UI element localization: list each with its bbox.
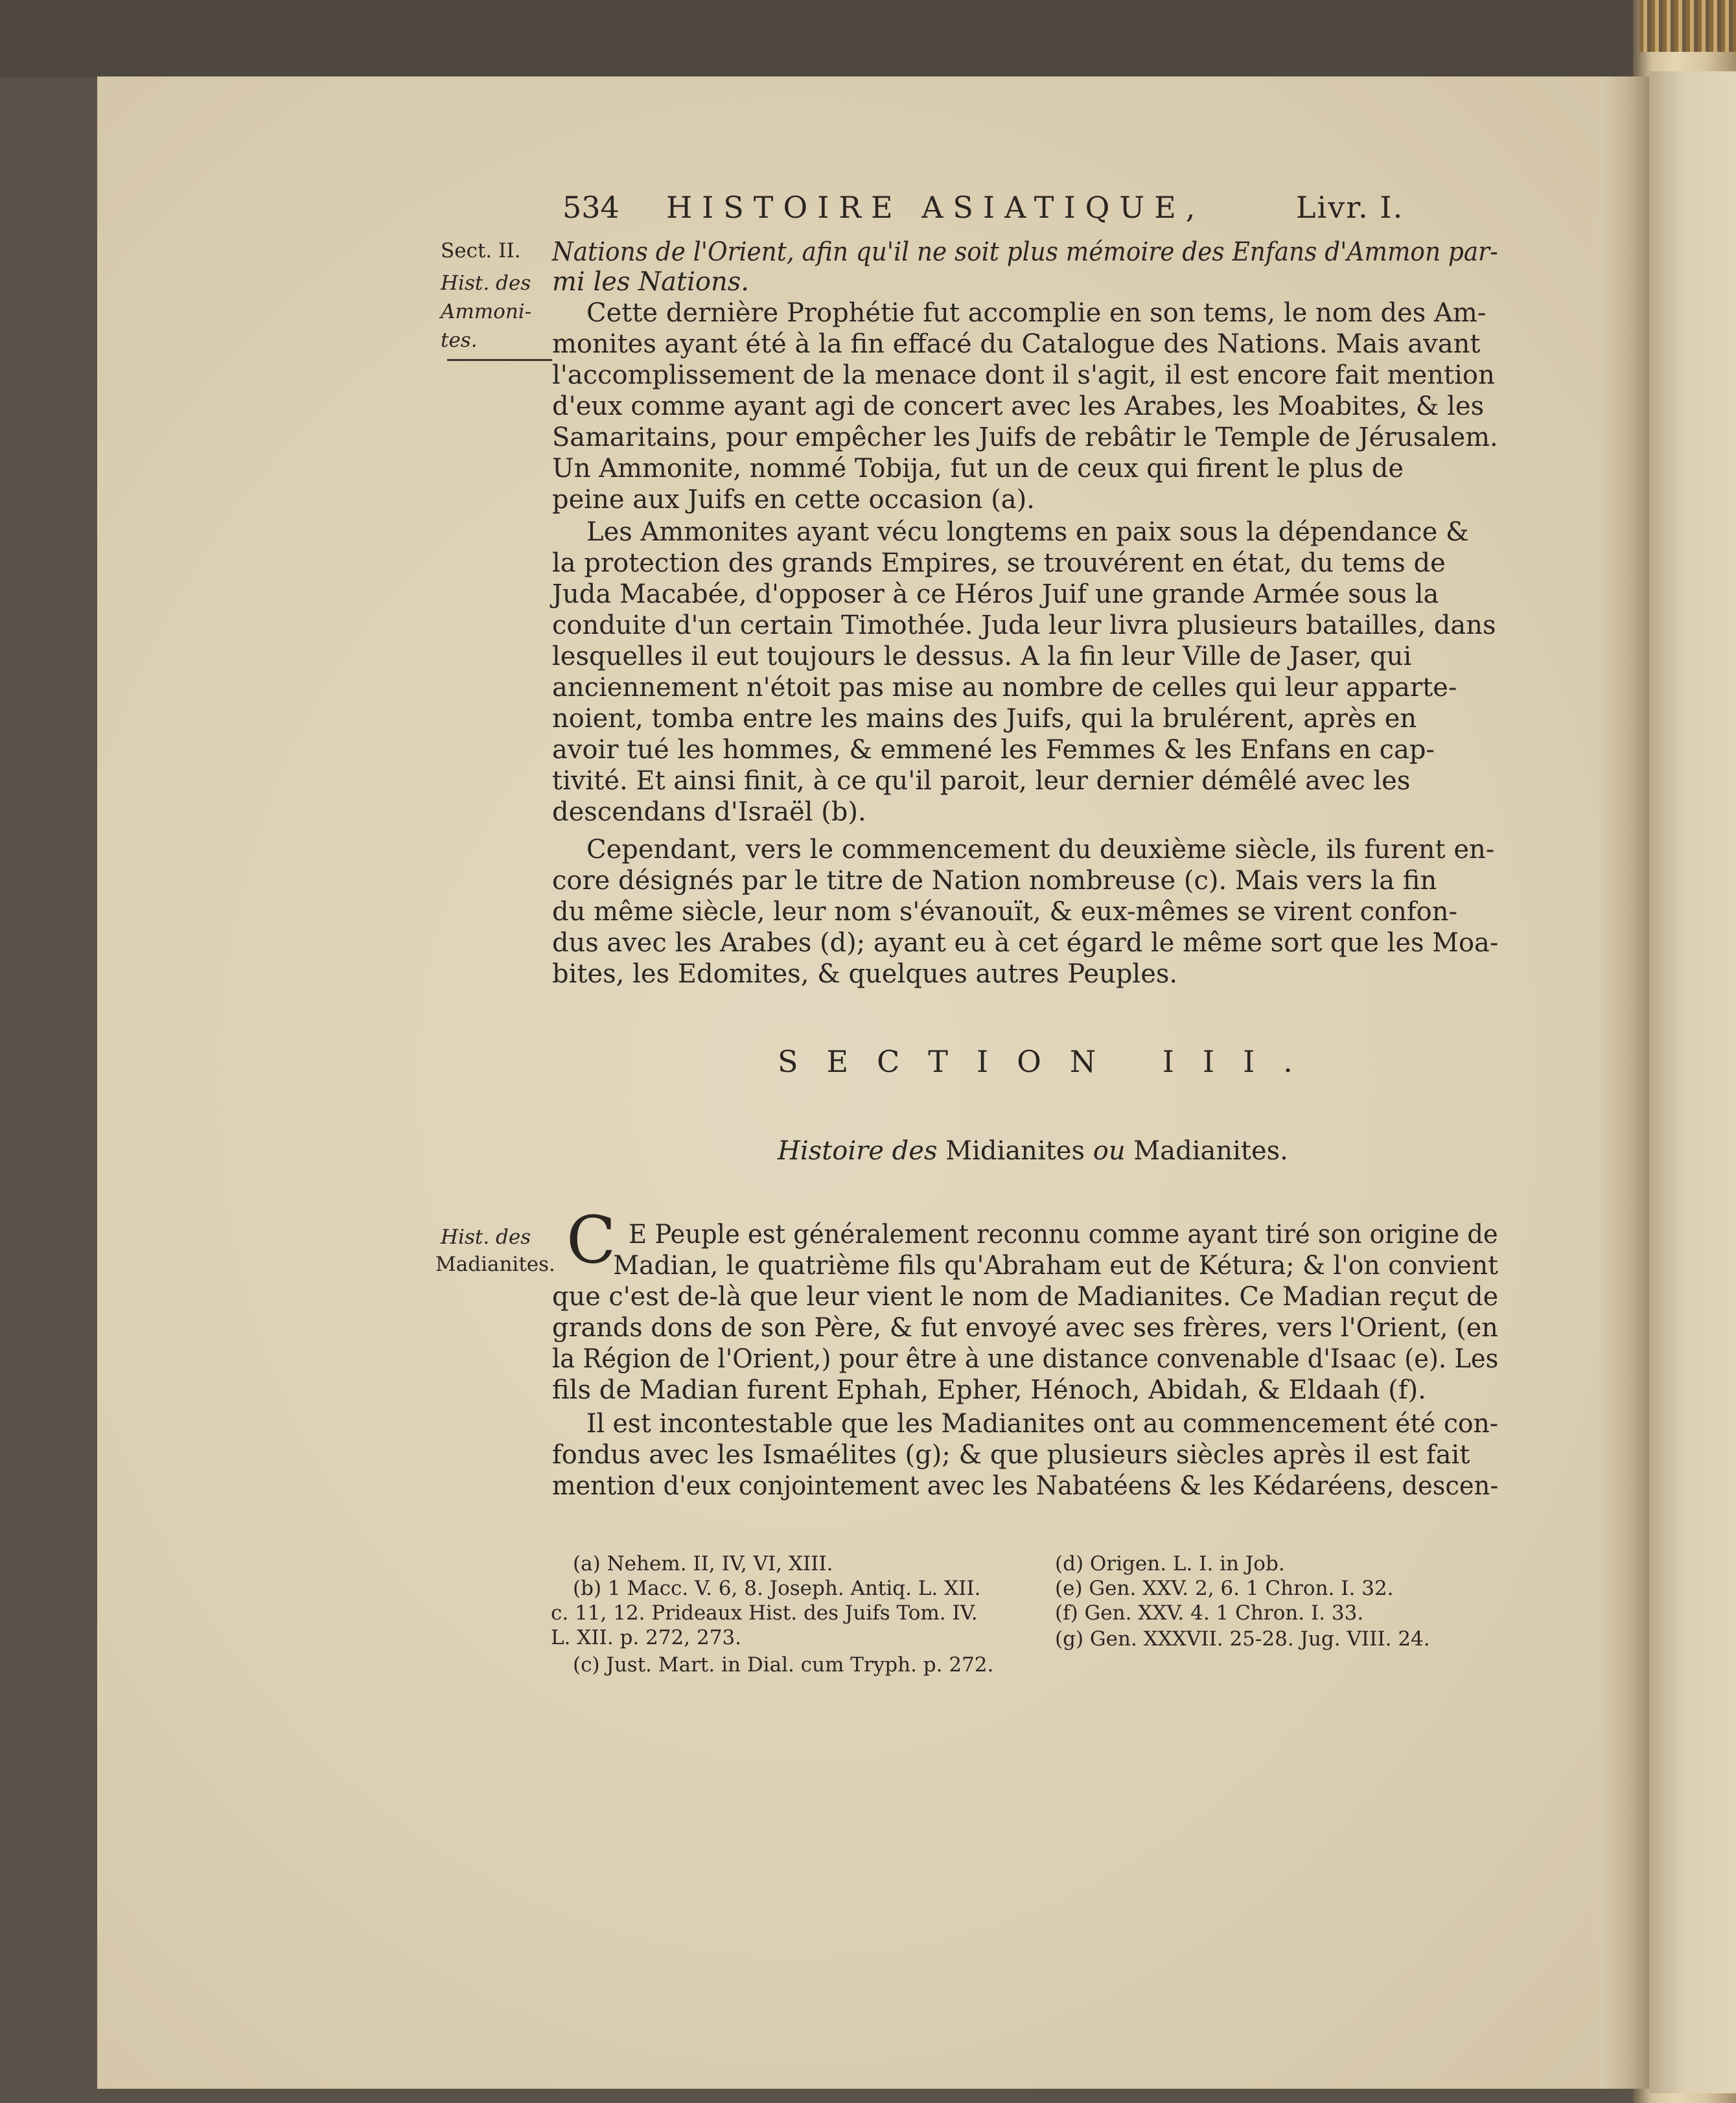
running-title: HISTOIRE ASIATIQUE, [666, 190, 1205, 225]
section-line: E Peuple est généralement reconnu comme ayant tiré son origine de [629, 1220, 1498, 1249]
footnote: (e) Gen. XXV. 2, 6. 1 Chron. I. 32. [1055, 1577, 1394, 1600]
section-subtitle [778, 1133, 1288, 1169]
footnote: L. XII. p. 272, 273. [551, 1626, 742, 1649]
section-heading: SECTION III. [778, 1044, 1321, 1079]
right-page-edge [1649, 71, 1736, 2093]
section-line: fondus avec les Ismaélites (g); & que plusieurs siècles après il est fait [552, 1440, 1470, 1470]
section-line: grands dons de son Père, & fut envoyé avec ses frères, vers l'Orient, (en [552, 1313, 1498, 1343]
section-line: Il est incontestable que les Madianites ont au commencement été con- [586, 1409, 1499, 1439]
body-line: Nations de l'Orient, afin qu'il ne soit plus mémoire des Enfans d'Ammon par- [552, 237, 1498, 267]
footnote: c. 11, 12. Prideaux Hist. des Juifs Tom. IV. [551, 1601, 978, 1625]
footnote: (a) Nehem. II, IV, VI, XIII. [573, 1552, 833, 1575]
body-line: mi les Nations. [552, 267, 749, 297]
footnote: (b) 1 Macc. V. 6, 8. Joseph. Antiq. L. XII. [573, 1577, 981, 1600]
footnote: (g) Gen. XXXVII. 25-28. Jug. VIII. 24. [1055, 1627, 1430, 1651]
margin-rule [447, 359, 552, 361]
section-line: que c'est de-là que leur vient le nom de Madianites. Ce Madian reçut de [552, 1282, 1499, 1312]
section-line: Madian, le quatrième fils qu'Abraham eut de Kétura; & l'on convient [613, 1251, 1498, 1281]
running-head [562, 185, 1503, 229]
subtitle-part: ou [1093, 1136, 1126, 1166]
page-gutter [1599, 76, 1649, 2089]
footnote: (d) Origen. L. I. in Job. [1055, 1552, 1285, 1575]
margin-note-topic-1: Hist. des [441, 272, 531, 295]
body-line: du même siècle, leur nom s'évanouït, & eux-mêmes se virent confon- [552, 897, 1458, 927]
footnote: (c) Just. Mart. in Dial. cum Tryph. p. 272. [573, 1653, 994, 1677]
footnote: (f) Gen. XXV. 4. 1 Chron. I. 33. [1055, 1601, 1364, 1625]
body-line: noient, tomba entre les mains des Juifs, qui la brulérent, après en [552, 704, 1417, 734]
body-line: dus avec les Arabes (d); ayant eu à cet égard le même sort que les Moa- [552, 928, 1499, 958]
margin-note-topic-2: Ammoni- [441, 300, 532, 323]
body-line: l'accomplissement de la menace dont il s'agit, il est encore fait mention [552, 360, 1495, 390]
body-line: la protection des grands Empires, se trouvérent en état, du tems de [552, 548, 1446, 578]
body-line: anciennement n'étoit pas mise au nombre de celles qui leur apparte- [552, 673, 1457, 703]
margin-note-madianites-1: Hist. des [441, 1226, 531, 1249]
body-line: Samaritains, pour empêcher les Juifs de rebâtir le Temple de Jérusalem. [552, 423, 1498, 452]
body-line: peine aux Juifs en cette occasion (a). [552, 485, 1035, 515]
section-line: la Région de l'Orient,) pour être à une distance convenable d'Isaac (e). Les [552, 1344, 1499, 1374]
margin-note-section: Sect. II. [441, 239, 521, 262]
margin-note-madianites-2: Madianites. [435, 1253, 555, 1276]
body-line: d'eux comme ayant agi de concert avec les Arabes, les Moabites, & les [552, 391, 1485, 421]
body-line: lesquelles il eut toujours le dessus. A la fin leur Ville de Jaser, qui [552, 642, 1412, 671]
body-line: descendans d'Israël (b). [552, 797, 866, 827]
margin-note-topic-3: tes. [441, 329, 478, 352]
body-line: Les Ammonites ayant vécu longtems en paix sous la dépendance & [586, 517, 1469, 547]
body-line: Un Ammonite, nommé Tobija, fut un de ceux qui firent le plus de [552, 454, 1404, 483]
section-line: fils de Madian furent Ephah, Epher, Hénoch, Abidah, & Eldaah (f). [552, 1375, 1426, 1405]
body-line: bites, les Edomites, & quelques autres Peuples. [552, 959, 1178, 989]
body-line: avoir tué les hommes, & emmené les Femmes & les Enfans en cap- [552, 735, 1435, 765]
book-binding-decoration [1639, 0, 1736, 52]
subtitle-part: Histoire des [778, 1136, 938, 1166]
book-number: Livr. I. [1296, 190, 1404, 225]
section-line: mention d'eux conjointement avec les Nabatéens & les Kédaréens, descen- [552, 1471, 1499, 1501]
body-line: tivité. Et ainsi finit, à ce qu'il paroit, leur dernier démêlé avec les [552, 766, 1411, 796]
body-line: monites ayant été à la fin effacé du Catalogue des Nations. Mais avant [552, 329, 1481, 359]
subtitle-part: Midianites [937, 1136, 1093, 1166]
body-line: Juda Macabée, d'opposer à ce Héros Juif une grande Armée sous la [552, 579, 1439, 609]
body-line: Cette dernière Prophétie fut accomplie en son tems, le nom des Am- [586, 298, 1487, 328]
drop-cap: C [566, 1202, 616, 1278]
body-line: conduite d'un certain Timothée. Juda leur livra plusieurs batailles, dans [552, 610, 1496, 640]
body-line: Cependant, vers le commencement du deuxième siècle, ils furent en- [586, 835, 1495, 865]
scan-background-top [0, 0, 1736, 78]
body-line: core désignés par le titre de Nation nombreuse (c). Mais vers la fin [552, 866, 1437, 896]
subtitle-part: Madianites. [1125, 1136, 1288, 1166]
page-number: 534 [562, 190, 619, 225]
